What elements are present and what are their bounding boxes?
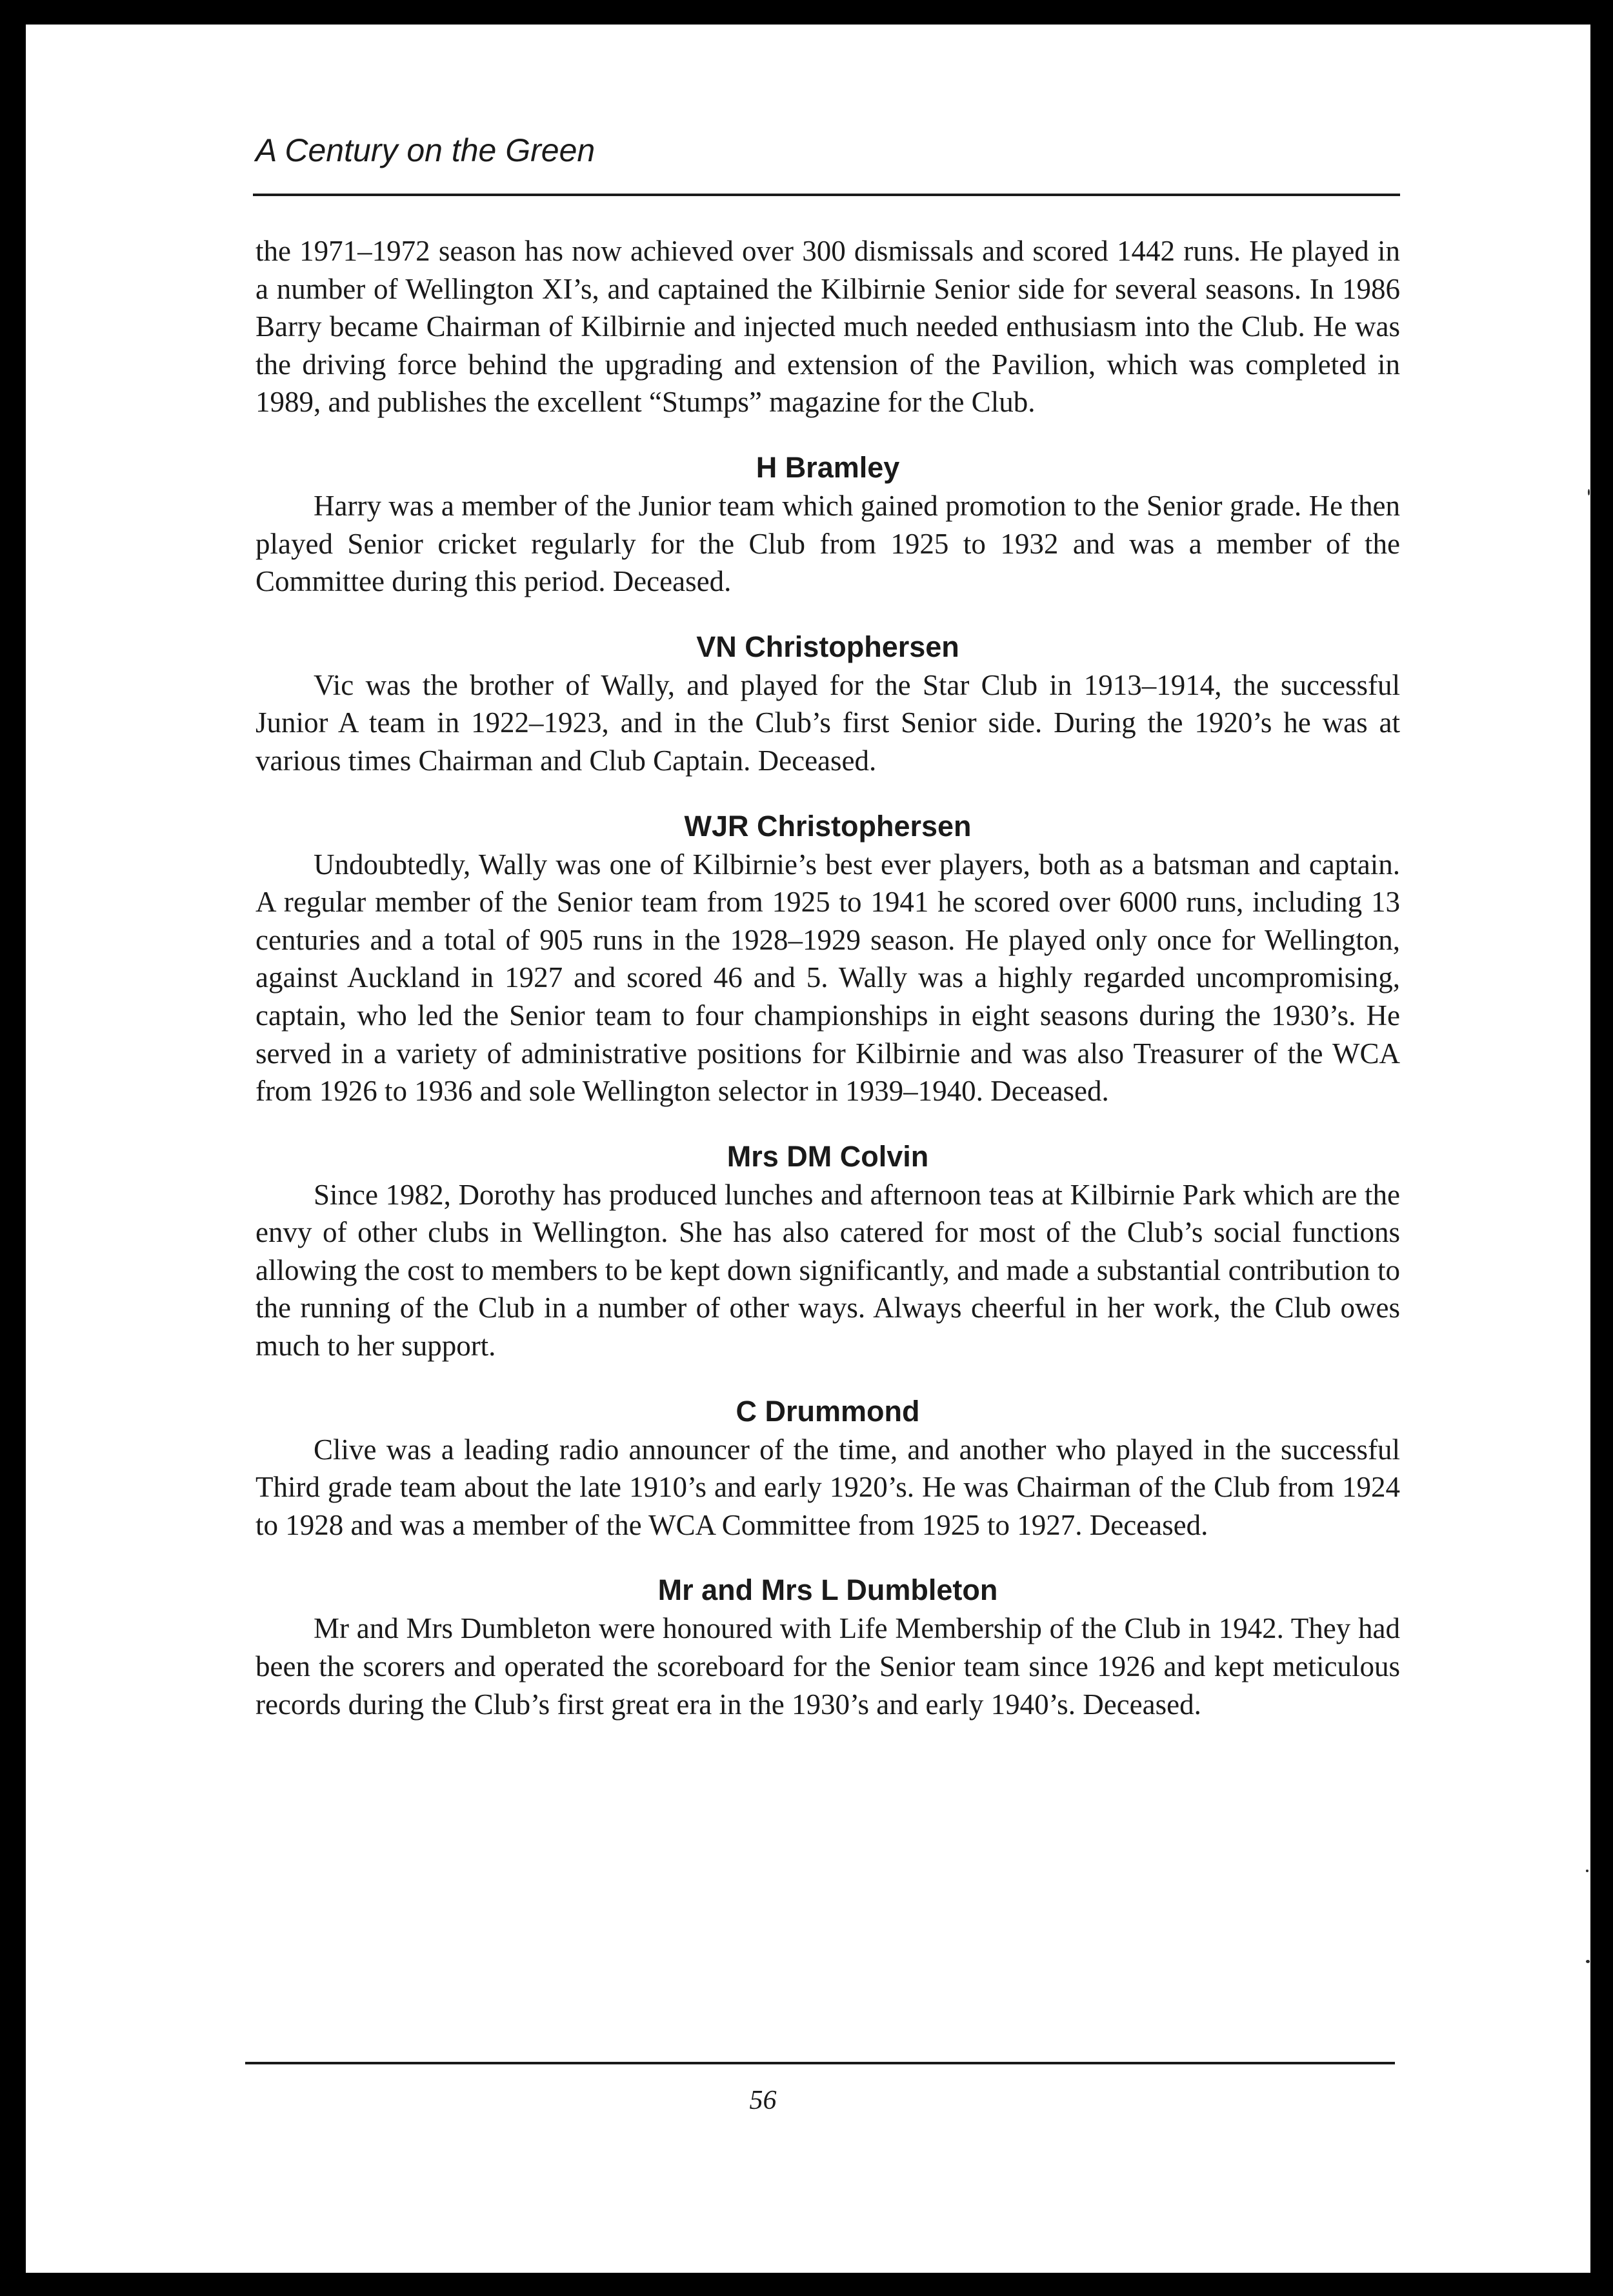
footer-rule <box>245 2062 1395 2064</box>
entry-l-dumbleton <box>255 1571 1400 1723</box>
entry-text: Clive was a leading radio announcer of the time, and another who played in the successful Third grade team about the late 1910’s and early 1920’s. He was Chairman of the Club from 1924 to 1928 and was a member of the WCA Committee from 1925 to 1927. Deceased. <box>255 1433 1400 1541</box>
entry-heading: WJR Christophersen <box>684 809 972 843</box>
entry-heading: Mr and Mrs L Dumbleton <box>657 1573 998 1607</box>
entry-text: Undoubtedly, Wally was one of Kilbirnie’s best ever players, both as a batsman and captain. A regular member of the Senior team from 1925 to 1941 he scored over 6000 runs, including 13 centuries and a total of 905 runs in the 1928–1929 season. He played only once for Wellington, against Auckland in 1927 and scored 46 and 5. Wally was a highly regarded uncompromising, captain, who led the Senior team to four championships in eight seasons during the 1930’s. He served in a variety of administrative positions for Kilbirnie and was also Treasurer of the WCA from 1926 to 1936 and sole Wellington selector in 1939–1940. Deceased. <box>255 848 1400 1108</box>
entry-vn-christophersen <box>255 628 1400 780</box>
running-head: A Century on the Green <box>255 132 596 168</box>
entry-heading: C Drummond <box>736 1394 920 1428</box>
entry-text: Harry was a member of the Junior team which gained promotion to the Senior grade. He then played Senior cricket regularly for the Club from 1925 to 1932 and was a member of the Committee during this period. Deceased. <box>255 489 1400 598</box>
entry-heading: H Bramley <box>756 450 900 484</box>
entry-heading: VN Christophersen <box>696 630 959 663</box>
page-number: 56 <box>749 2086 777 2115</box>
page-body <box>255 232 1400 1723</box>
scan-speck <box>1588 489 1590 495</box>
scan-speck <box>1586 1960 1590 1963</box>
entry-text: Mr and Mrs Dumbleton were honoured with Life Membership of the Club in 1942. They had been the scorers and operated the scoreboard for the Senior team since 1926 and kept meticulous records during the Club’s first great era in the 1930’s and early 1940’s. Deceased. <box>255 1612 1400 1721</box>
entry-h-bramley <box>255 448 1400 601</box>
header-rule <box>253 194 1400 196</box>
entry-wjr-christophersen <box>255 807 1400 1110</box>
entry-dm-colvin <box>255 1137 1400 1365</box>
entry-text: Vic was the brother of Wally, and played for the Star Club in 1913–1914, the successful Junior A team in 1922–1923, and in the Club’s first Senior side. During the 1920’s he was at various times Chairman and Club Captain. Deceased. <box>255 668 1400 777</box>
entry-text: Since 1982, Dorothy has produced lunches and afternoon teas at Kilbirnie Park which are the envy of other clubs in Wellington. She has also catered for most of the Club’s social functions allowing the cost to members to be kept down significantly, and made a substantial contribution to the running of the Club in a number of other ways. Always cheerful in her work, the Club owes much to her support. <box>255 1178 1400 1363</box>
document-page <box>26 25 1590 2273</box>
entry-heading: Mrs DM Colvin <box>726 1139 929 1173</box>
entry-c-drummond <box>255 1392 1400 1544</box>
scan-speck <box>1586 1870 1588 1872</box>
intro-paragraph: the 1971–1972 season has now achieved over 300 dismissals and scored 1442 runs. He played in a number of Wellington XI’s, and captained the Kilbirnie Senior side for several seasons. In 1986 Barry became Chairman of Kilbirnie and injected much needed enthusiasm into the Club. He was the driving force behind the upgrading and extension of the Pavilion, which was completed in 1989, and publishes the excellent “Stumps” magazine for the Club. <box>255 235 1400 419</box>
